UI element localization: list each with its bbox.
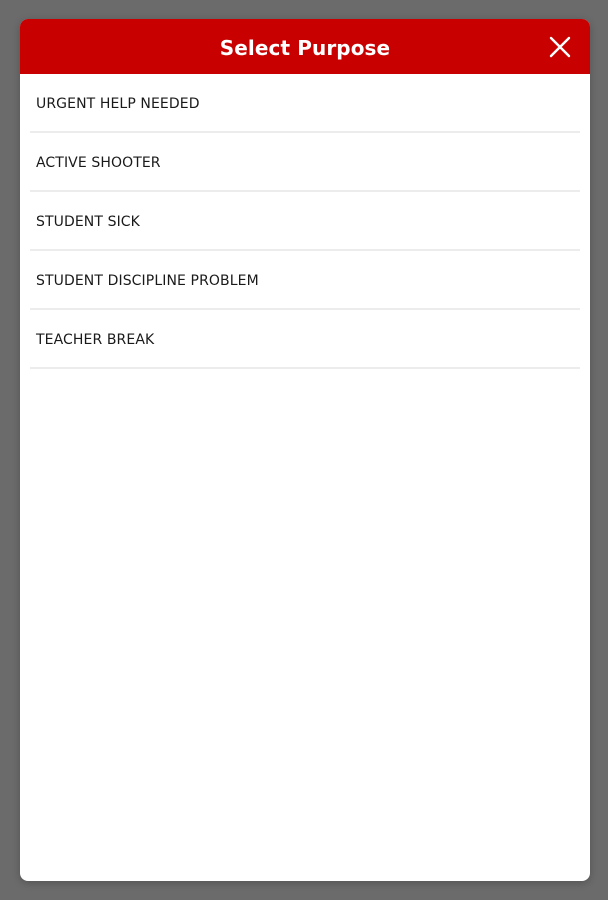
purpose-item-urgent-help-needed[interactable]: [30, 74, 580, 133]
modal-header: [20, 19, 590, 74]
purpose-label: ACTIVE SHOOTER: [36, 154, 161, 171]
close-button[interactable]: [548, 35, 572, 59]
purpose-label: TEACHER BREAK: [36, 331, 155, 348]
purpose-label: STUDENT DISCIPLINE PROBLEM: [36, 272, 259, 289]
purpose-item-teacher-break[interactable]: [30, 310, 580, 369]
select-purpose-modal: [20, 19, 590, 881]
purpose-item-student-sick[interactable]: [30, 192, 580, 251]
purpose-item-active-shooter[interactable]: [30, 133, 580, 192]
close-icon: [548, 35, 572, 59]
purpose-label: URGENT HELP NEEDED: [36, 95, 200, 112]
purpose-item-student-discipline-problem[interactable]: [30, 251, 580, 310]
modal-title: Select Purpose: [219, 35, 391, 60]
purpose-label: STUDENT SICK: [36, 213, 140, 230]
purpose-list: [20, 74, 590, 369]
